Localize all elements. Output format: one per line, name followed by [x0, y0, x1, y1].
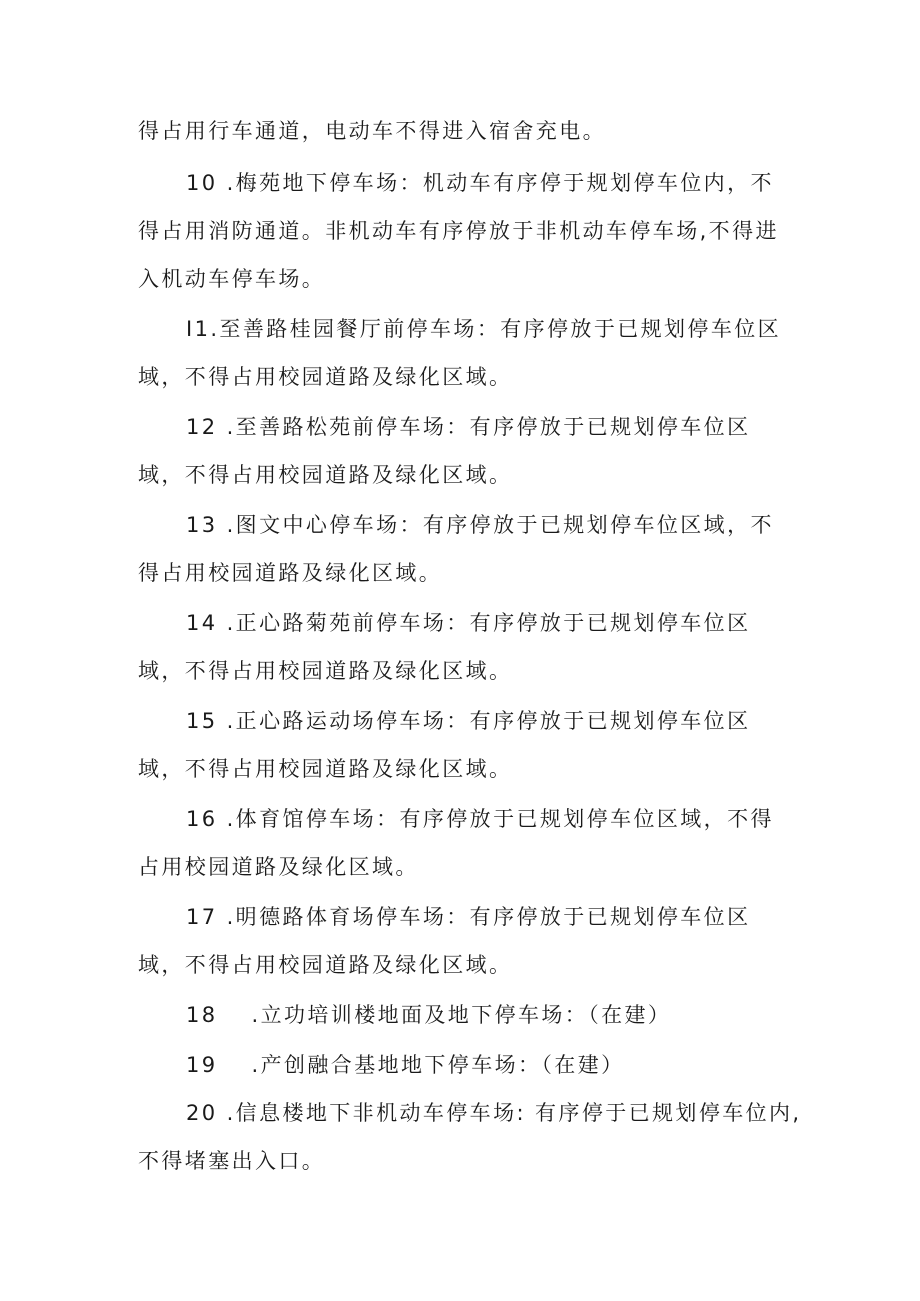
- item-13-line-1: 13 .图文中心停车场：有序停放于已规划停车位区域，不: [186, 513, 774, 537]
- item-20-line-1: 20 .信息楼地下非机动车停车场: 有序停于已规划停车位内,: [186, 1101, 802, 1125]
- item-18-line: [186, 1000, 671, 1030]
- item-11-line-2: 域，不得占用校园道路及绿化区域。: [138, 365, 513, 389]
- item-11-line-1: I1.至善路桂园餐厅前停车场：有序停放于已规划停车位区: [186, 317, 782, 341]
- item-17-line-1: 17 .明德路体育场停车场：有序停放于已规划停车位区: [186, 905, 751, 929]
- item-14-line-1: 14 .正心路菊苑前停车场：有序停放于已规划停车位区: [186, 611, 751, 635]
- item-15-line-1: 15 .正心路运动场停车场：有序停放于已规划停车位区: [186, 709, 751, 733]
- text-line-1: 得占用行车通道，电动车不得进入宿舍充电。: [138, 119, 606, 143]
- item-17-line-2: 域，不得占用校园道路及绿化区域。: [138, 953, 513, 977]
- item-12-line-2: 域，不得占用校园道路及绿化区域。: [138, 463, 513, 487]
- item-20-line-2: 不得堵塞出入口。: [138, 1149, 326, 1173]
- item-19-text: .产创融合基地地下停车场：（在建）: [251, 1053, 625, 1077]
- item-19-line: [186, 1050, 625, 1080]
- item-19-number: 19: [186, 1053, 218, 1077]
- item-16-line-1: 16 .体育馆停车场：有序停放于已规划停车位区域，不得: [186, 807, 774, 831]
- item-10-line-2: 得占用消防通道。非机动车有序停放于非机动车停车场,不得进: [138, 219, 779, 243]
- item-10-line-3: 入机动车停车场。: [138, 267, 326, 291]
- item-18-number: 18: [186, 1003, 218, 1027]
- item-18-text: .立功培训楼地面及地下停车场：（在建）: [251, 1003, 672, 1027]
- item-12-line-1: 12 .至善路松苑前停车场：有序停放于已规划停车位区: [186, 415, 751, 439]
- item-13-line-2: 得占用校园道路及绿化区域。: [138, 561, 443, 585]
- item-14-line-2: 域，不得占用校园道路及绿化区域。: [138, 659, 513, 683]
- item-16-line-2: 占用校园道路及绿化区域。: [138, 855, 419, 879]
- item-10-line-1: 10 .梅苑地下停车场：机动车有序停于规划停车位内，不: [186, 171, 774, 195]
- item-15-line-2: 域，不得占用校园道路及绿化区域。: [138, 757, 513, 781]
